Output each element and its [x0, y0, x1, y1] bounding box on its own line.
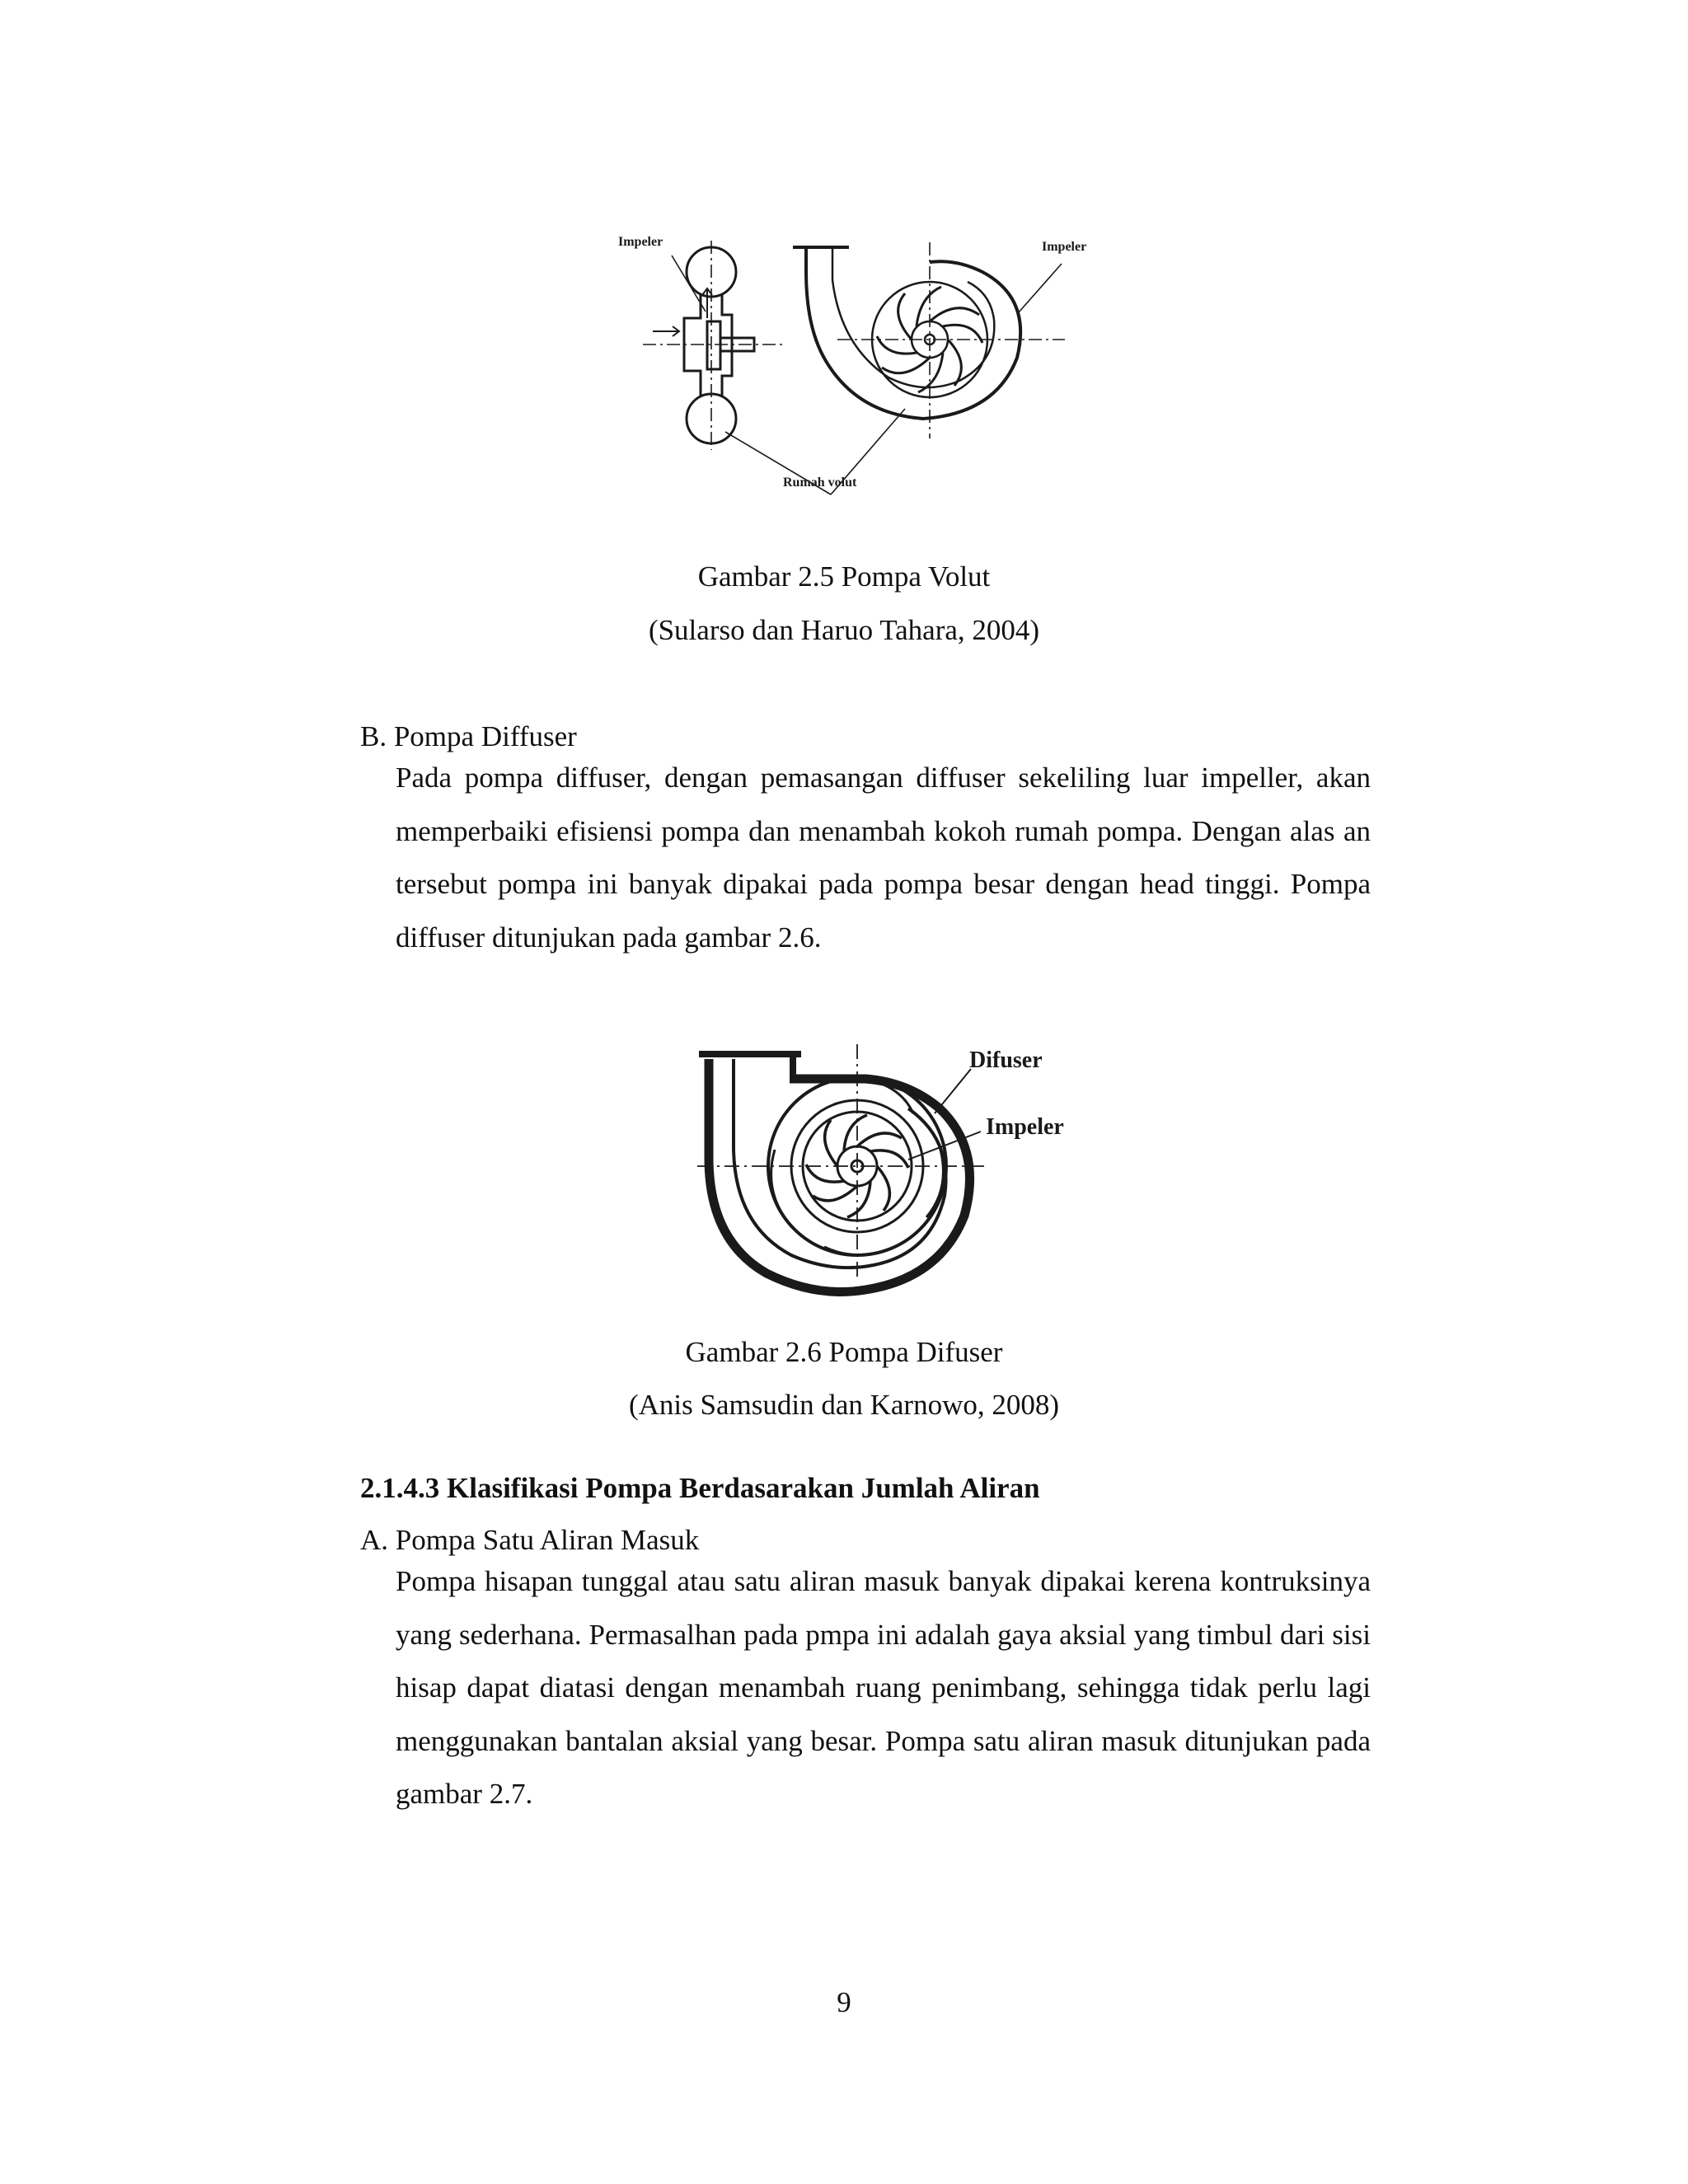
figure-diffuser-pump: [692, 1034, 1088, 1306]
figure-2-6-source: (Anis Samsudin dan Karnowo, 2008): [628, 1389, 1060, 1421]
figure-2-5-caption: Gambar 2.5 Pompa Volut: [697, 560, 991, 593]
label-impeler-left: Impeler: [618, 235, 663, 249]
section-a-heading: A. Pompa Satu Aliran Masuk: [360, 1524, 700, 1556]
section-a-paragraph: Pompa hisapan tunggal atau satu aliran masuk banyak dipakai kerena kontruksinya yang sederhana. Permasalhan pada pmpa ini adalah gaya aksial yang timbul dari sisi hisap dapat diatasi dengan menambah ruang penimbang, sehingga tidak perlu lagi menggunakan bantalan aksial yang besar. Pompa satu aliran masuk ditunjukan pada gambar 2.7.: [396, 1565, 1371, 1810]
label-difuser: Difuser: [969, 1047, 1043, 1073]
diffuser-pump-drawing: [692, 1034, 1088, 1306]
section-b-heading: B. Pompa Diffuser: [360, 720, 577, 752]
label-impeler-right: Impeler: [1042, 240, 1087, 254]
page-number: 9: [837, 1986, 851, 2018]
figure-volute-pump: [610, 223, 1121, 503]
figure-2-6-caption: Gambar 2.6 Pompa Difuser: [685, 1336, 1003, 1368]
label-rumah-volut: Rumah volut: [783, 476, 857, 490]
section-2143-heading: 2.1.4.3 Klasifikasi Pompa Berdasarakan Jumlah Aliran: [360, 1472, 1040, 1504]
label-impeler: Impeler: [986, 1114, 1064, 1140]
figure-2-5-source: (Sularso dan Haruo Tahara, 2004): [648, 614, 1040, 646]
section-b-paragraph: Pada pompa diffuser, dengan pemasangan diffuser sekeliling luar impeller, akan memperbaiki efisiensi pompa dan menambah kokoh rumah pompa. Dengan alas an tersebut pompa ini banyak dipakai pada pompa besar dengan head tinggi. Pompa diffuser ditunjukan pada gambar 2.6.: [396, 762, 1371, 954]
volute-pump-drawing: [610, 223, 1121, 503]
